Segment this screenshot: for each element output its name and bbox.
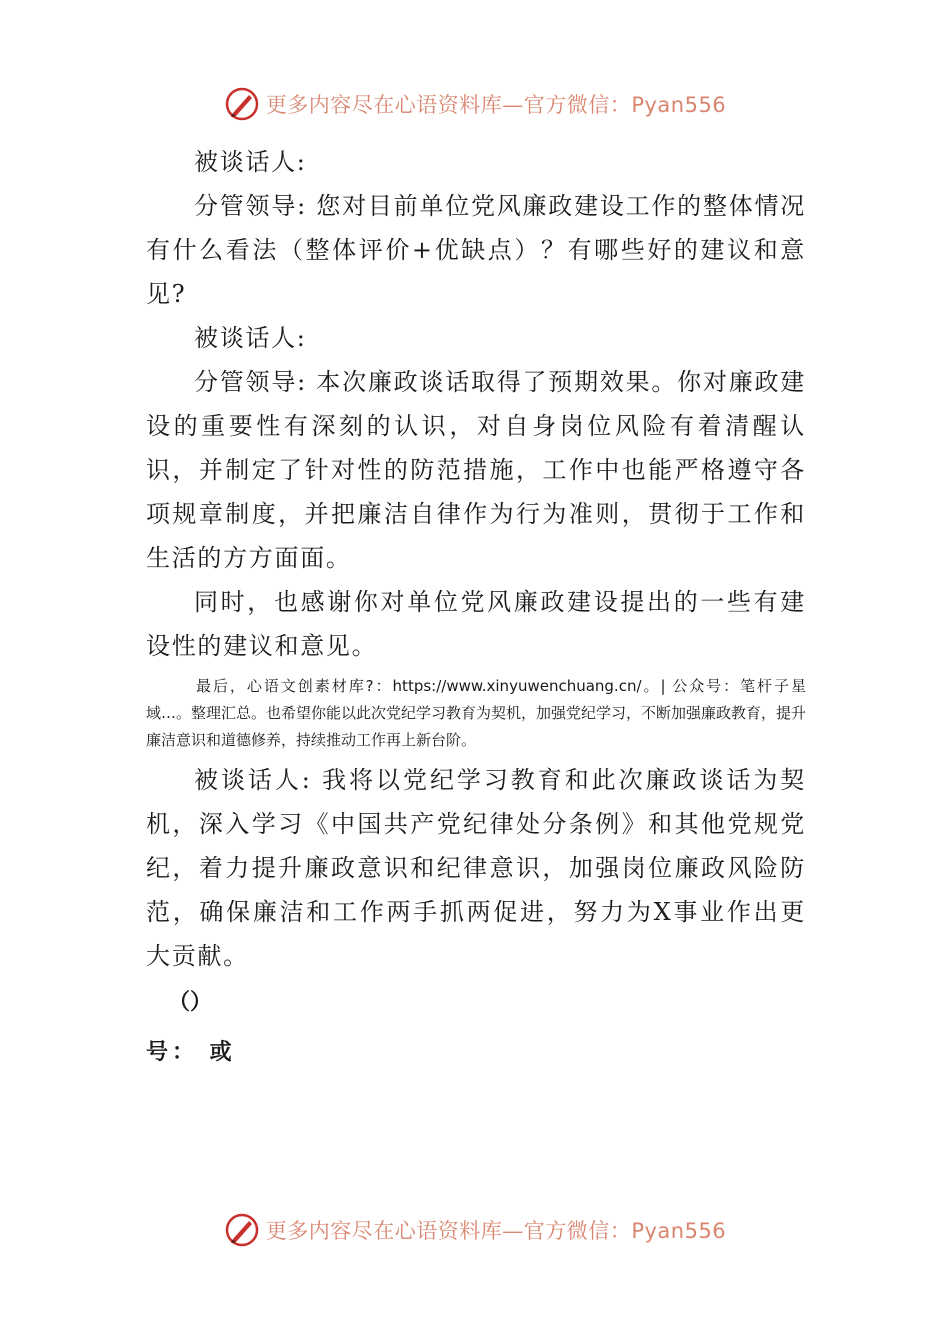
closing-paragraph: 被谈话人: 我将以党纪学习教育和此次廉政谈话为契机，深入学习《中国共产党纪律处分条例》和其他党规党纪，着力提升廉政意识和纪律意识，加强岗位廉政风险防范，确保廉洁和工作两手抓两促进，努力为X事业作出更大贡献。: [146, 766, 806, 970]
small-paragraph: 最后，心语文创素材库?：https://www.xinyuwenchuang.cn/。| 公众号：笔杆子星域…。整理汇总。也希望你能以此次党纪学习教育为契机，加强党纪学习，不断加强廉政教育，提升廉洁意识和道德修养，持续推动工作再上新台阶。: [146, 677, 807, 749]
paragraph: 被谈话人:: [194, 324, 307, 352]
header-banner: [0, 82, 950, 126]
pen-logo-icon: [224, 1212, 260, 1248]
paren-fragment: （）: [168, 990, 213, 1015]
paragraph: 同时，也感谢你对单位党风廉政建设提出的一些有建设性的建议和意见。: [146, 588, 806, 660]
footer-banner: [0, 1208, 950, 1252]
paragraph: 被谈话人:: [194, 148, 307, 176]
banner-text: 更多内容尽在心语资料库—官方微信：Pyan556: [265, 1219, 727, 1243]
number-fragment: 号： 或: [146, 1040, 236, 1065]
document-body: [146, 140, 806, 978]
paragraph: 分管领导: 本次廉政谈话取得了预期效果。你对廉政建设的重要性有深刻的认识，对自身岗位风险有着清醒认识，并制定了针对性的防范措施，工作中也能严格遵守各项规章制度，并把廉洁自律作为行为准则，贯彻于工作和生活的方方面面。: [146, 368, 806, 572]
wechat-id: Pyan556: [631, 93, 727, 117]
wechat-id: Pyan556: [631, 1219, 727, 1243]
banner-text: 更多内容尽在心语资料库—官方微信：Pyan556: [265, 93, 727, 117]
pen-logo-icon: [224, 86, 260, 122]
paragraph: 分管领导: 您对目前单位党风廉政建设工作的整体情况有什么看法（整体评价+优缺点）？有哪些好的建议和意见?: [146, 192, 806, 308]
